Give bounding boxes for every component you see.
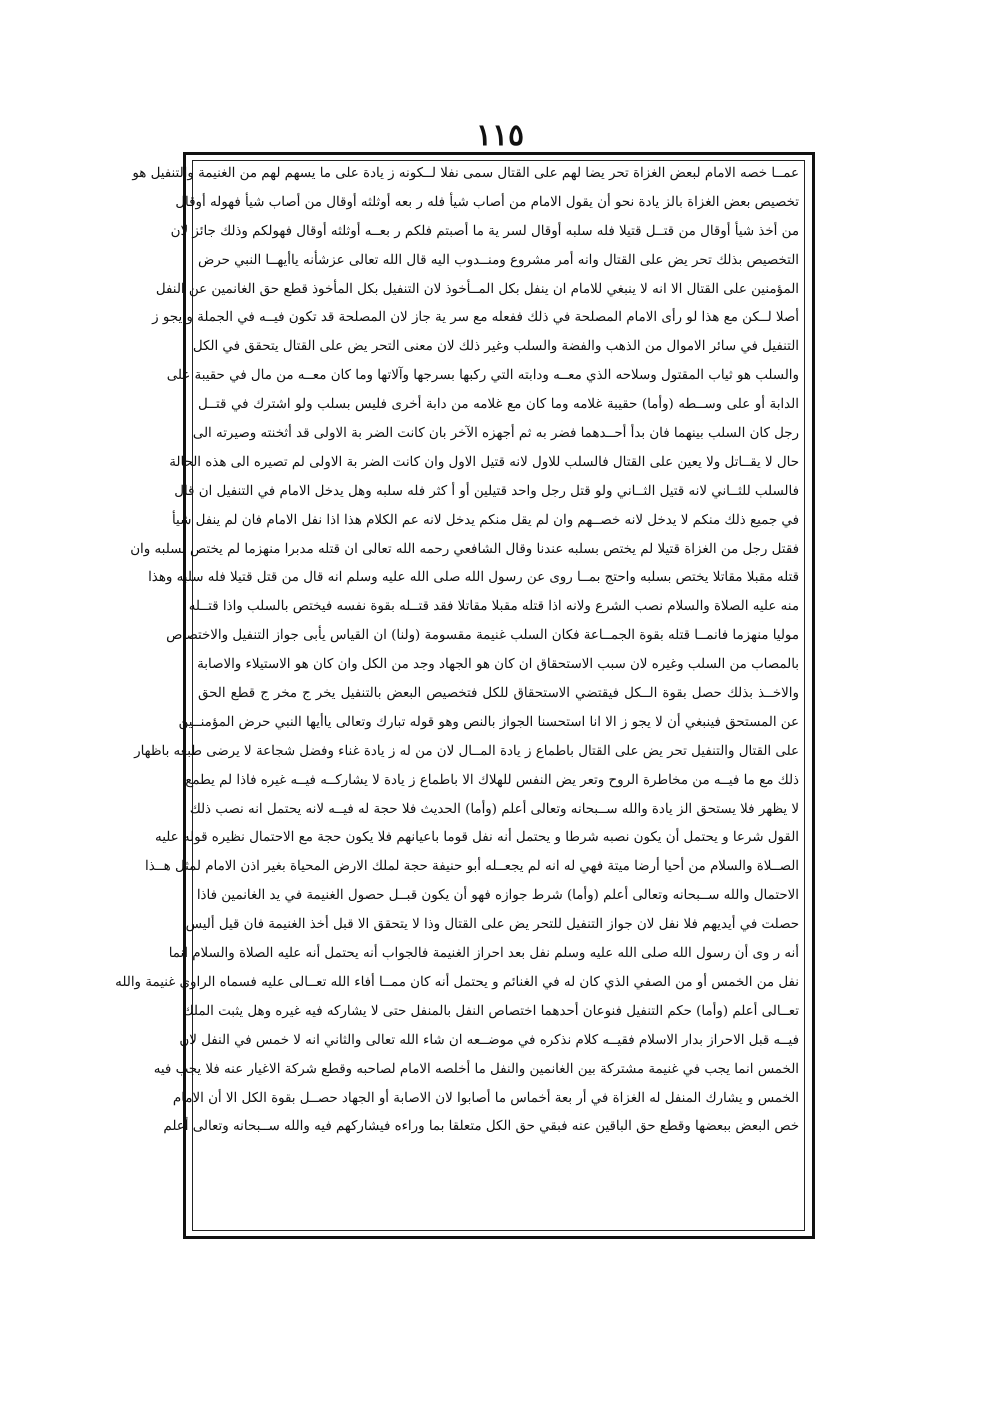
- text-line: حصلت في أيديهم فلا نفل لان جواز التنفيل للتحر يض على القتال وذا لا يتحقق الا قبل أخذ الغنيمة فان قيل أليس: [185, 917, 799, 933]
- text-line: القول شرعا و يحتمل أن يكون نصبه شرطا و يحتمل أنه نفل قوما باعيانهم فلا يكون حجة مع الاحتمال نظيره قوله عليه: [155, 830, 799, 846]
- text-line: التخصيص بذلك تحر يض على القتال وانه أمر مشروع ومنــدوب اليه قال الله تعالى عزشأنه ياأيهــا النبي حرض: [198, 252, 799, 268]
- text-line: الخمس و يشارك المنفل له الغزاة في أر بعة أخماس ما أصابوا لان الاصابة أو الجهاد حصــل بقوة الكل الا أن الامام: [172, 1090, 799, 1106]
- text-line: الاحتمال والله ســبحانه وتعالى أعلم (وأما) شرط جوازه فهو أن يكون قبــل حصول الغنيمة في يد الغانمين فاذا: [196, 888, 799, 904]
- text-line: حال لا يقــاتل ولا يعين على القتال فالسلب للاول لانه قتيل الاول وان كانت الضر بة الاولى لم تصيره الى هذه الحالة: [169, 454, 799, 470]
- text-line: بالمصاب من السلب وغيره لان سبب الاستحقاق ان كان هو الجهاد وجد من الكل وان كان هو الاستيلاء والاصابة: [197, 657, 799, 673]
- text-line: عمــا خصه الامام لبعض الغزاة تحر يضا لهم على القتال سمى نفلا لــكونه ز يادة على ما يسهم لهم من الغنيمة والتنفيل هو: [132, 166, 799, 181]
- text-line: والسلب هو ثياب المقتول وسلاحه الذي معــه ودابته التي ركبها بسرجها وآلاتها وما كان معــه من مال في حقيبة على: [166, 368, 799, 384]
- text-line: عن المستحق فينبغي أن لا يجو ز الا انا استحسنا الجواز بالنص وهو قوله تبارك وتعالى ياأيها النبي حرض المؤمنــين: [178, 714, 799, 730]
- text-line: الصــلاة والسلام من أحيا أرضا ميتة فهي له انه لم يجعــله أبو حنيفة حجة لملك الارض المحياة بغير اذن الامام لمثل هــذا: [145, 859, 799, 875]
- text-line: أصلا لــكن مع هذا لو رأى الامام المصلحة في ذلك ففعله مع سر ية جاز لان المصلحة قد تكون فيــه في الجملة و يجو ز: [152, 310, 799, 326]
- text-line: ذلك مع ما فيــه من مخاطرة الروح وتعر يض النفس للهلاك الا باطماع ز يادة لا يشاركــه فيــه غيره فاذا لم يطمع: [185, 772, 799, 788]
- text-line: الخمس انما يجب في غنيمة مشتركة بين الغانمين والنفل ما أخلصه الامام لصاحبه وقطع شركة الاغيار عنه فلا يجب فيه: [153, 1061, 799, 1077]
- page-number: ١١٥: [475, 118, 525, 153]
- text-line: رجل كان السلب بينهما فان بدأ أحــدهما فضر به ثم أجهزه الآخر بان كانت الضر بة الاولى قد أثخنته وصيرته الى: [192, 426, 799, 442]
- text-line: قتله مقبلا مقاتلا يختص بسلبه واحتج بمــا روى عن رسول الله صلى الله عليه وسلم انه قال من قتل قتيلا فله سلبه وهذا: [148, 570, 799, 586]
- text-line: فيــه قبل الاحراز بدار الاسلام فقيــه كلام نذكره في موضــعه ان شاء الله تعالى والثاني انه لا خمس في النفل لان: [179, 1032, 799, 1048]
- text-line: تخصيص بعض الغزاة بالز يادة نحو أن يقول الامام من أصاب شيأ فله ر بعه أوثلثه أوقال من أصاب شيأ فهوله أوقال: [175, 194, 799, 210]
- text-line: نفل من الخمس أو من الصفي الذي كان له في الغنائم و يحتمل أنه كان ممــا أفاء الله تعــالى عليه فسماه الراوي غنيمة والله: [115, 974, 799, 990]
- text-line: موليا منهزما فانمــا قتله بقوة الجمــاعة فكان السلب غنيمة مقسومة (ولنا) ان القياس يأبى جواز التنفيل والاختصاص: [166, 628, 799, 644]
- text-line: منه عليه الصلاة والسلام نصب الشرع ولانه اذا قتله مقبلا مقاتلا فقد قتــله بقوة نفسه فيختص بالسلب واذا قتــله: [188, 599, 799, 615]
- text-line: والاخــذ بذلك حصل بقوة الــكل فيقتضي الاستحقاق للكل فتخصيص البعض بالتنفيل يخر ج مخر ج قطع الحق: [198, 686, 799, 702]
- text-line: أنه ر وى أن رسول الله صلى الله عليه وسلم نفل بعد احراز الغنيمة فالجواب أنه يحتمل أنه عليه الصلاة والسلام انما: [168, 946, 799, 962]
- text-line: التنفيل في سائر الاموال من الذهب والفضة والسلب وغير ذلك لان معنى التحر يض على القتال يتحقق في الكل: [192, 339, 799, 355]
- text-line: لا يظهر فلا يستحق الز يادة والله ســبحانه وتعالى أعلم (وأما) الحديث فلا حجة له فيــه لانه يحتمل انه نصب ذلك: [189, 801, 799, 817]
- text-line: الدابة أو على وســطه (وأما) حقيبة غلامه وما كان مع غلامه من دابة أخرى فليس بسلب ولو اشترك في قتــل: [198, 397, 799, 413]
- text-line: من أخذ شيأ أوقال من قتــل قتيلا فله سلبه أوقال لسر ية ما أصبتم فلكم ر بعــه أوثلثه أوقال فهولكم وذلك جائز لان: [170, 223, 799, 239]
- text-line: فالسلب للثــاني لانه قتيل الثــاني ولو قتل رجل واحد قتيلين أو أ كثر فله سلبه وهل يدخل الامام في التنفيل ان قال: [174, 483, 799, 499]
- text-line: على القتال والتنفيل تحر يض على القتال باطماع ز يادة المــال لان من له ز يادة غناء وفضل شجاعة لا يرضى طبعه باظهار: [134, 743, 799, 759]
- text-line: في جميع ذلك منكم لا يدخل لانه خصــهم وان لم يقل منكم يدخل لانه عم الكلام هذا اذا نفل الامام فان لم ينفل شيأ: [171, 512, 799, 528]
- main-text: [115, 160, 801, 1228]
- text-line: تعــالى أعلم (وأما) حكم التنفيل فنوعان أحدهما اختصاص النفل بالمنفل حتى لا يشاركه فيه غيره وهل يثبت الملك: [182, 1003, 799, 1019]
- text-line: خص البعض ببعضها وقطع حق الباقين عنه فبقي حق الكل متعلقا بما وراءه فيشاركهم فيه والله ســبحانه وتعالى أعلم: [163, 1119, 799, 1135]
- text-line: فقتل رجل من الغزاة قتيلا لم يختص بسلبه عندنا وقال الشافعي رحمه الله تعالى ان قتله مدبرا منهزما لم يختص بسلبه وان: [130, 541, 799, 557]
- text-line: المؤمنين على القتال الا انه لا ينبغي للامام ان ينفل بكل المــأخوذ لان التنفيل بكل المأخوذ قطع حق الغانمين عن النفل: [155, 281, 799, 297]
